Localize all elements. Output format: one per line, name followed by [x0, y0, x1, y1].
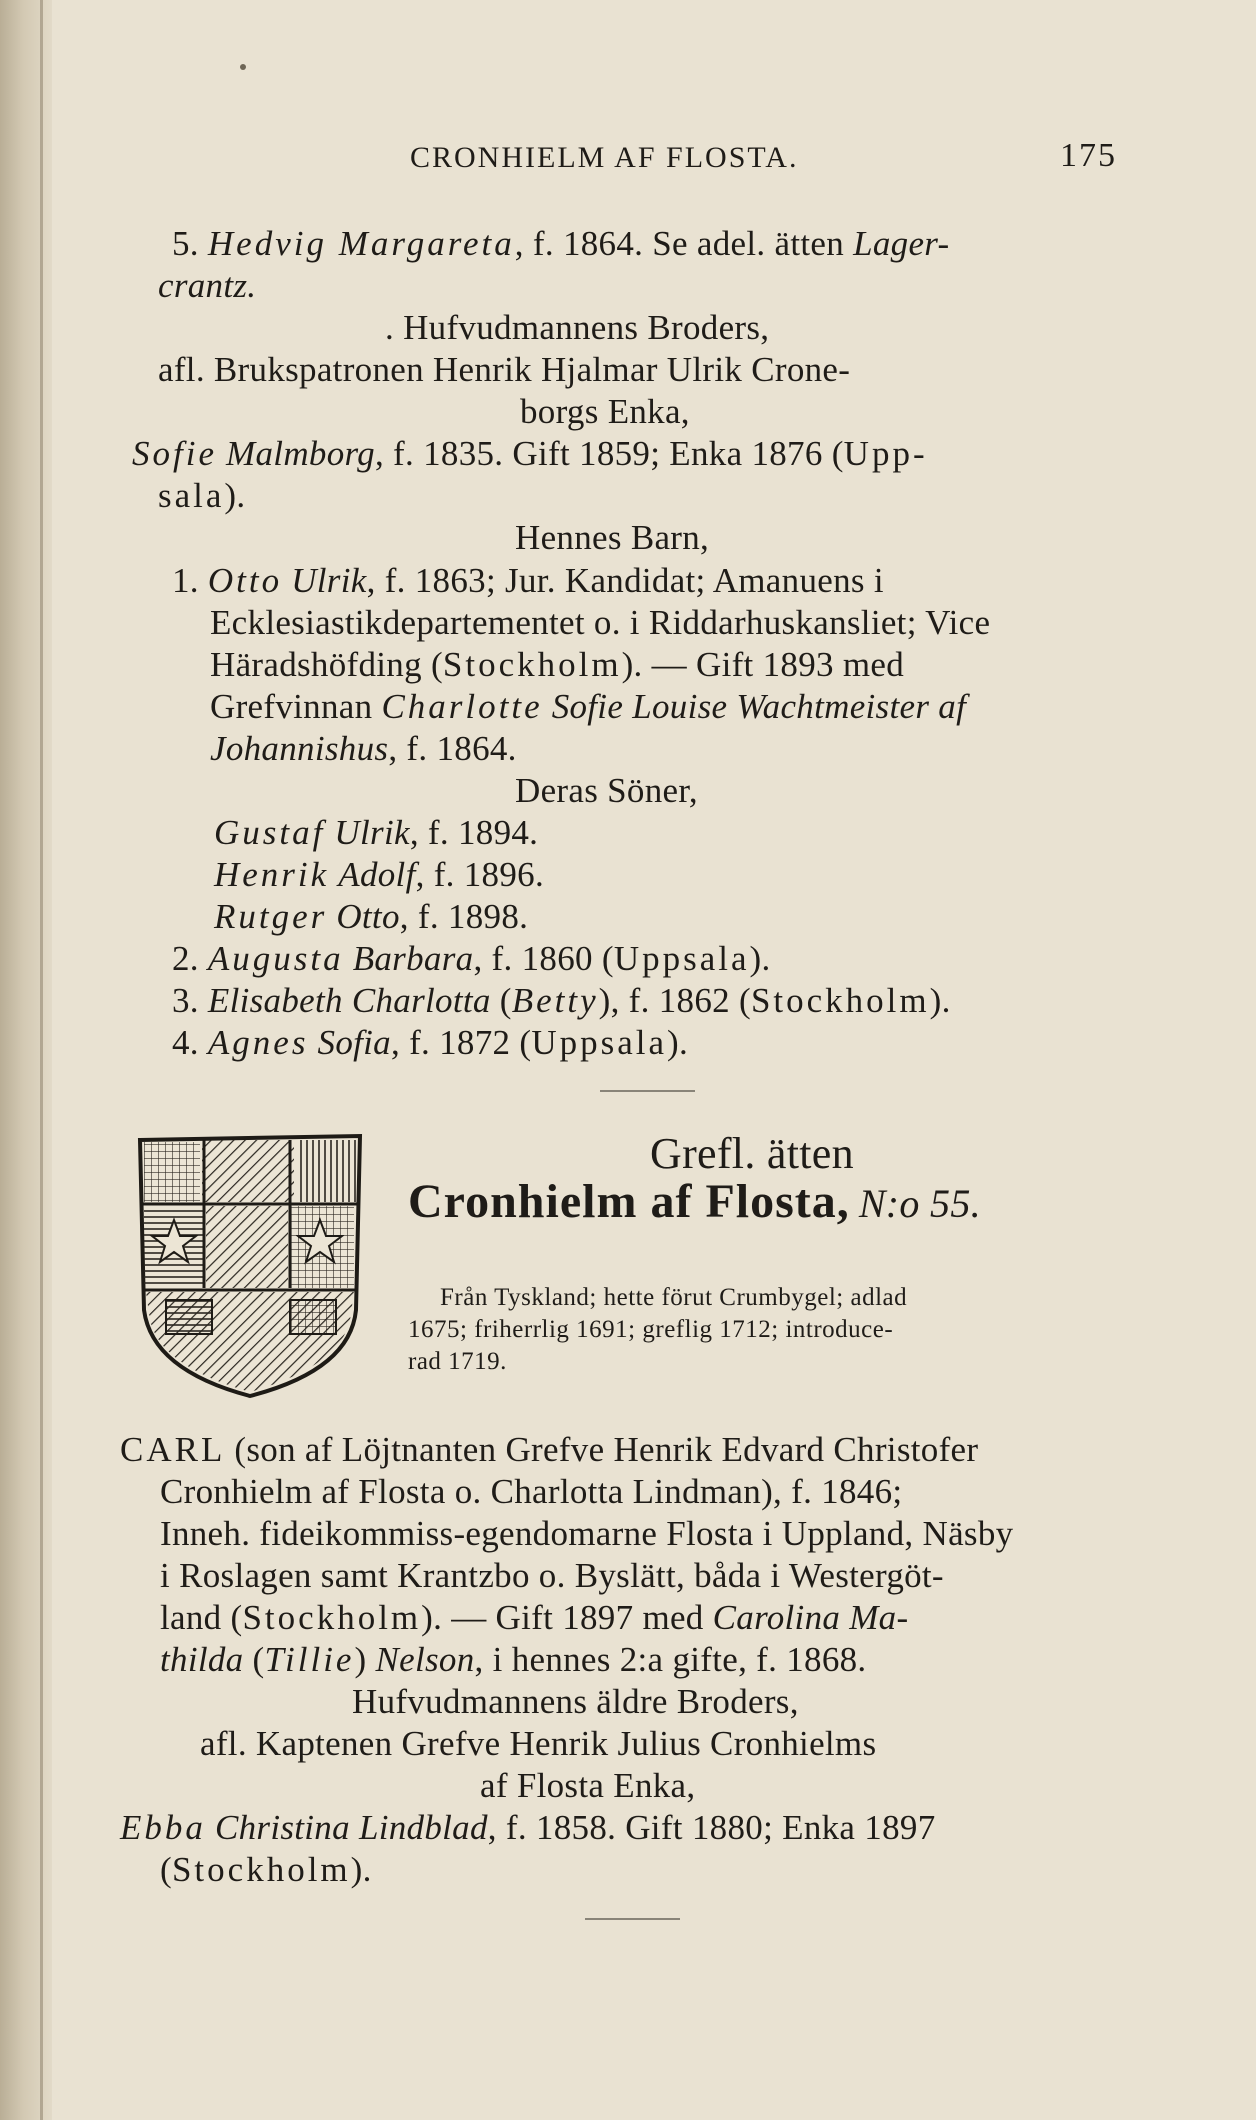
text-line: [120, 1807, 936, 1849]
text-span: , i hennes 2:a gifte, f. 1868.: [474, 1640, 867, 1679]
page-number: 175: [1060, 137, 1117, 174]
person-name: Sofie: [132, 434, 217, 473]
place-name: Upp-: [843, 434, 928, 473]
text-line: [160, 1597, 908, 1639]
text-line: [172, 980, 951, 1022]
text-line: i Roslagen samt Krantzbo o. Byslätt, båda i Westergöt-: [160, 1556, 944, 1595]
text-line: [160, 1639, 866, 1681]
subheading: . Hufvudmannens Broders,: [385, 308, 770, 347]
person-name: Hedvig Margareta: [207, 224, 515, 263]
text-line: [210, 728, 517, 770]
list-number: 2.: [172, 939, 208, 978]
family-title: Cronhielm af Flosta,: [408, 1175, 850, 1228]
text-line: [210, 686, 966, 728]
text-span: , f. 1872 (: [390, 1023, 532, 1062]
subheading: Hennes Barn,: [515, 518, 710, 557]
space: [308, 1023, 317, 1062]
intro-line: Från Tyskland; hette förut Crumbygel; adlad: [440, 1284, 908, 1311]
family-number: N:o 55.: [858, 1181, 981, 1226]
text-line: [210, 644, 904, 686]
person-name: Barbara: [352, 939, 474, 978]
list-number: 5.: [172, 224, 208, 263]
text-span: ).: [224, 476, 246, 515]
text-span: , f. 1864. Se adel. ätten: [514, 224, 854, 263]
section-divider: [585, 1918, 680, 1920]
text-span: (: [490, 981, 512, 1020]
text-span: , f. 1898.: [399, 897, 529, 936]
text-span: ).: [749, 939, 771, 978]
person-name: Christina Lindblad: [214, 1808, 488, 1847]
space: [206, 1808, 215, 1847]
person-name: Gustaf: [214, 813, 326, 852]
place-name: Stockholm: [242, 1598, 422, 1637]
section-divider: [600, 1090, 695, 1092]
intro-line: rad 1719.: [408, 1348, 507, 1375]
person-name: Henrik: [214, 855, 330, 894]
person-name: Ebba: [120, 1808, 206, 1847]
text-span: ). — Gift 1893 med: [621, 645, 905, 684]
place-name: Stockholm: [171, 1850, 351, 1889]
subheading: Deras Söner,: [515, 771, 698, 810]
place-name: Uppsala: [613, 939, 750, 978]
person-name: CARL: [120, 1430, 226, 1469]
person-name: Sofia: [317, 1023, 391, 1062]
text-line: [214, 896, 528, 938]
subheading: Hufvudmannens äldre Broders,: [352, 1682, 799, 1721]
person-name: Augusta: [207, 939, 344, 978]
person-name: Adolf: [338, 855, 416, 894]
nickname: Betty: [511, 981, 599, 1020]
text-line: [214, 854, 544, 896]
text-line: [172, 938, 771, 980]
person-name: Rutger: [214, 897, 328, 936]
text-span: ): [354, 1640, 376, 1679]
space: [217, 434, 226, 473]
space: [282, 561, 291, 600]
space: [329, 855, 338, 894]
text-span: Häradshöfding (: [210, 645, 443, 684]
text-line: [160, 1849, 372, 1891]
text-span: , f. 1896.: [415, 855, 544, 894]
person-name: Otto: [207, 561, 283, 600]
family-name: Johannishus: [210, 729, 389, 768]
family-name: Nelson: [375, 1640, 475, 1679]
text-line: afl. Brukspatronen Henrik Hjalmar Ulrik Crone-: [158, 350, 851, 389]
list-number: 4.: [172, 1023, 208, 1062]
text-span: ).: [350, 1850, 372, 1889]
person-name: Ulrik: [291, 561, 367, 600]
text-span: ). — Gift 1897 med: [421, 1598, 713, 1637]
running-header: CRONHIELM AF FLOSTA.: [410, 141, 799, 174]
coat-of-arms-icon: [130, 1130, 370, 1402]
text-line: Ecklesiastikdepartementet o. i Riddarhuskansliet; Vice: [210, 603, 991, 642]
text-line: [158, 475, 245, 517]
text-line: [172, 560, 884, 602]
person-name: Sofie Louise Wachtmeister af: [551, 687, 967, 726]
list-number: 3.: [172, 981, 208, 1020]
place-name: Uppsala: [531, 1023, 668, 1062]
section-heading-title: Grefl. ätten: [650, 1129, 854, 1178]
place-name: Stockholm: [442, 645, 622, 684]
text-line: [120, 1429, 978, 1471]
person-name: thilda: [160, 1640, 244, 1679]
person-name: Elisabeth Charlotta: [207, 981, 491, 1020]
person-name: Agnes: [207, 1023, 309, 1062]
family-name: Malmborg: [226, 434, 375, 473]
text-span: , f. 1864.: [388, 729, 517, 768]
space: [327, 897, 336, 936]
text-line: [172, 1022, 688, 1064]
place-name: sala: [158, 476, 225, 515]
place-name: Stockholm: [750, 981, 930, 1020]
text-span: , f. 1863; Jur. Kandidat; Amanuens i: [366, 561, 884, 600]
person-name: Otto: [336, 897, 400, 936]
text-span: land (: [160, 1598, 243, 1637]
text-span: ), f. 1862 (: [598, 981, 751, 1020]
person-name: Carolina Ma-: [712, 1598, 909, 1637]
text-line: borgs Enka,: [520, 392, 690, 431]
text-line: [214, 812, 538, 854]
text-span: , f. 1858. Gift 1880; Enka 1897: [487, 1808, 936, 1847]
text-span: , f. 1894.: [409, 813, 539, 852]
text-line: [132, 433, 928, 475]
person-name: Ulrik: [334, 813, 410, 852]
text-span: (: [243, 1640, 265, 1679]
section-heading: [408, 1172, 981, 1236]
text-span: , f. 1860 (: [473, 939, 614, 978]
text-span: Grefvinnan: [210, 687, 382, 726]
nickname: Tillie: [264, 1640, 355, 1679]
list-number: 1.: [172, 561, 208, 600]
text-line: crantz.: [158, 266, 257, 305]
text-span: ).: [929, 981, 951, 1020]
space: [344, 939, 353, 978]
text-span: , f. 1835. Gift 1859; Enka 1876 (: [374, 434, 844, 473]
text-line: Inneh. fideikommiss-egendomarne Flosta i Uppland, Näsby: [160, 1514, 1014, 1553]
text-line: Cronhielm af Flosta o. Charlotta Lindman), f. 1846;: [160, 1472, 903, 1511]
text-line: af Flosta Enka,: [480, 1766, 696, 1805]
text-span: (: [160, 1850, 172, 1889]
text-span: (son af Löjtnanten Grefve Henrik Edvard Christofer: [225, 1430, 979, 1469]
intro-line: 1675; friherrlig 1691; greflig 1712; introduce-: [408, 1316, 894, 1343]
text-line: afl. Kaptenen Grefve Henrik Julius Cronhielms: [200, 1724, 877, 1763]
text-line: [172, 223, 949, 265]
text-span: ).: [667, 1023, 689, 1062]
family-name: Lager-: [853, 224, 950, 263]
person-name: Charlotte: [381, 687, 543, 726]
space: [543, 687, 552, 726]
